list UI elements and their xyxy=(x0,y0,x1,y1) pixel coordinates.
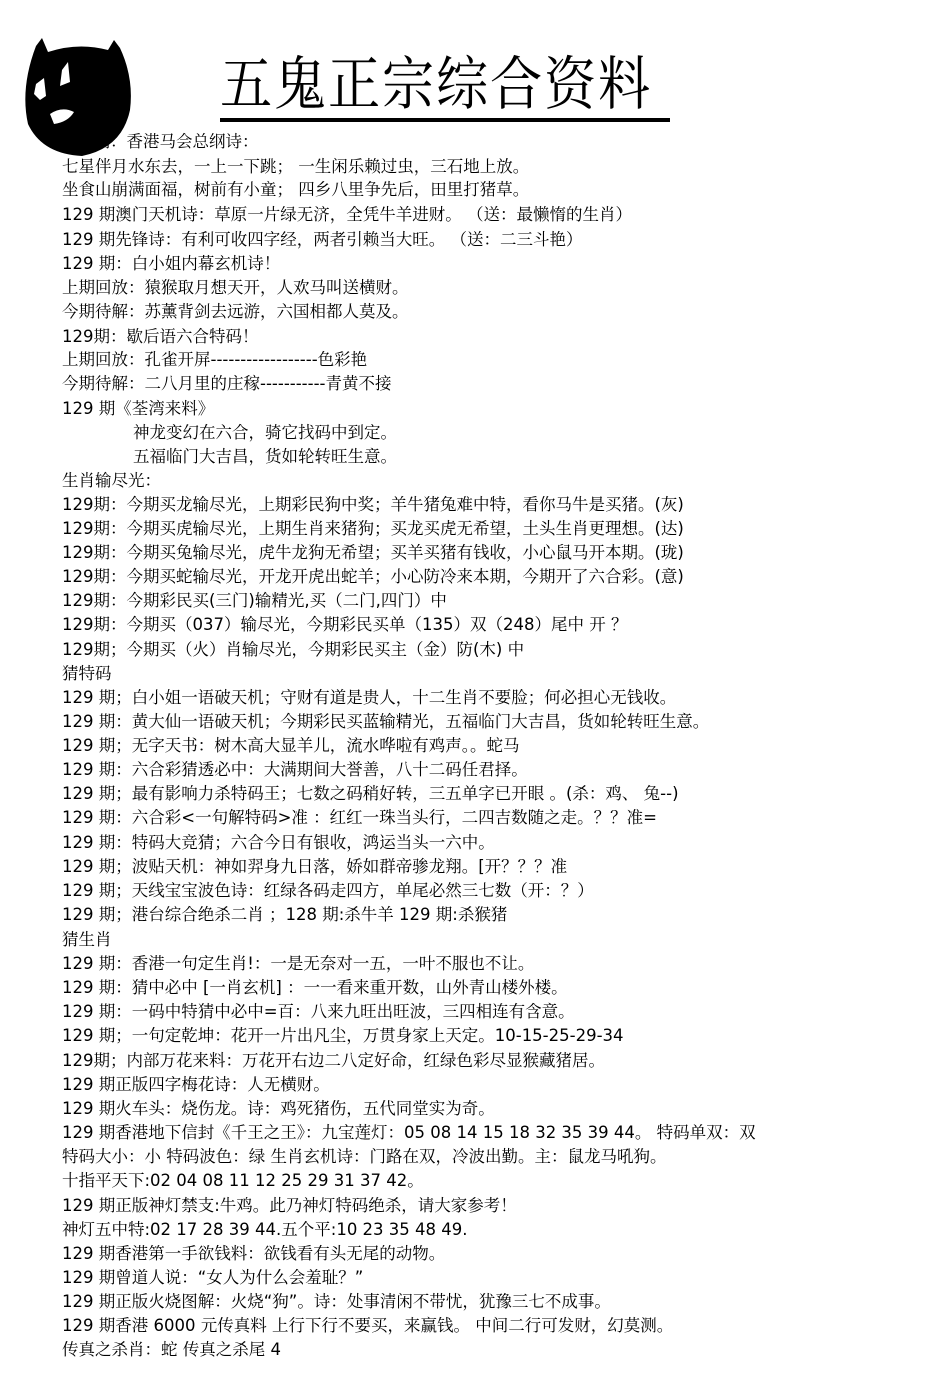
text-line: 129 期：特码大竞猜；六合今日有银收，鸿运当头一六中。 xyxy=(62,833,495,852)
text-line: 129 期：白小姐内幕玄机诗！ xyxy=(62,254,281,273)
text-line: 129期：香港马会总纲诗： xyxy=(62,132,259,151)
text-line: 129 期曾道人说：“女人为什么会羞耻？” xyxy=(62,1268,364,1287)
text-line: 五福临门大吉昌，货如轮转旺生意。 xyxy=(133,447,397,466)
text-line: 129 期；无字天书：树木高大显羊儿，流水哗啦有鸡声。。蛇马 xyxy=(62,736,520,755)
text-line: 特码大小：小 特码波色：绿 生肖玄机诗：门路在双，冷波出勤。主：鼠龙马吼狗。 xyxy=(62,1147,667,1166)
text-line: 129 期火车头：烧伤龙。诗：鸡死猪伤，五代同堂实为奇。 xyxy=(62,1099,495,1118)
text-line: 129 期：六合彩<一句解特码>准 ：红红一珠当头行，二四吉数随之走。？？准= xyxy=(62,808,657,827)
text-line: 129 期正版四字梅花诗：人无横财。 xyxy=(62,1075,330,1094)
text-line: 129 期《荃湾来料》 xyxy=(62,399,215,418)
text-line: 129 期；最有影响力杀特码王；七数之码稍好转，三五单字已开眼 。(杀：鸡、 兔--) xyxy=(62,784,679,803)
text-line: 129 期；港台综合绝杀二肖 ；128 期:杀牛羊 129 期:杀猴猪 xyxy=(62,905,508,924)
text-line: 129 期；天线宝宝波色诗：红绿各码走四方，单尾必然三七数（开：？） xyxy=(62,881,594,900)
text-line: 猜生肖 xyxy=(62,930,112,949)
page-title: 五鬼正宗综合资料 xyxy=(220,52,670,122)
text-line: 传真之杀肖：蛇 传真之杀尾 4 xyxy=(62,1340,281,1359)
text-line: 129 期；波贴天机：神如羿身九日落，娇如群帝骖龙翔。[开？？？准 xyxy=(62,857,568,876)
text-line: 129 期：黄大仙一语破天机；今期彩民买蓝输精光，五福临门大吉昌，货如轮转旺生意。 xyxy=(62,712,710,731)
text-line: 129 期；白小姐一语破天机；守财有道是贵人，十二生肖不要脸；何必担心无钱收。 xyxy=(62,688,677,707)
text-line: 129期：歇后语六合特码！ xyxy=(62,327,259,346)
text-line: 生肖输尽光： xyxy=(62,471,161,490)
text-line: 上期回放：孔雀开屏------------------色彩艳 xyxy=(62,350,368,369)
text-line: 129 期香港 6000 元传真料 上行下行不要买，来赢钱。 中间二行可发财，幻莫测。 xyxy=(62,1316,674,1335)
text-line: 神灯五中特:02 17 28 39 44.五个平:10 23 35 48 49. xyxy=(62,1220,468,1239)
text-line: 129 期；一句定乾坤：花开一片出凡尘，万贯身家上天定。10-15-25-29-34 xyxy=(62,1026,624,1045)
text-line: 猜特码 xyxy=(62,664,112,683)
text-line: 七星伴月水东去，一上一下跳； 一生闲乐赖过虫，三石地上放。 xyxy=(62,157,530,176)
text-line: 上期回放：猿猴取月想天开，人欢马叫送横财。 xyxy=(62,278,409,297)
text-line: 坐食山崩满面福，树前有小童； 四乡八里争先后，田里打猪草。 xyxy=(62,180,530,199)
text-line: 129期：今期买龙输尽光，上期彩民狗中奖；羊牛猪兔难中特，看你马牛是买猪。(灰) xyxy=(62,495,684,514)
text-line: 129期：今期买兔输尽光，虎牛龙狗无希望；买羊买猪有钱收，小心鼠马开本期。(珑) xyxy=(62,543,684,562)
text-line: 129 期：猜中必中 [一肖玄机] ：一一看来重开数，山外青山楼外楼。 xyxy=(62,978,568,997)
text-line: 129期：今期买（037）输尽光，今期彩民买单（135）双（248）尾中 开 ？ xyxy=(62,615,628,634)
text-line: 今期待解：苏薰背剑去远游，六国相都人莫及。 xyxy=(62,302,409,321)
text-line: 129 期澳门天机诗：草原一片绿无济，全凭牛羊进财。 （送：最懒惰的生肖） xyxy=(62,205,632,224)
text-line: 129 期正版火烧图解：火烧“狗”。诗：处事清闲不带忧，犹豫三七不成事。 xyxy=(62,1292,611,1311)
text-line: 129 期香港地下信封《千王之王》：九宝莲灯：05 08 14 15 18 32 35 39 44。 特码单双：双 xyxy=(62,1123,756,1142)
text-line: 今期待解：二八月里的庄稼-----------青黄不接 xyxy=(62,374,392,393)
text-line: 129 期正版神灯禁支:牛鸡。此乃神灯特码绝杀，请大家参考！ xyxy=(62,1196,517,1215)
text-line: 129 期：香港一句定生肖!：一是无奈对一五，一叶不服也不让。 xyxy=(62,954,535,973)
text-line: 129 期香港第一手欲钱料：欲钱看有头无尾的动物。 xyxy=(62,1244,446,1263)
text-line: 神龙变幻在六合，骑它找码中到定。 xyxy=(133,423,397,442)
text-line: 129期；今期买（火）肖输尽光，今期彩民买主（金）防(木) 中 xyxy=(62,640,525,659)
text-line: 十指平天下:02 04 08 11 12 25 29 31 37 42。 xyxy=(62,1171,424,1190)
text-line: 129期：今期彩民买(三门)输精光,买（二门,四门）中 xyxy=(62,591,447,610)
text-line: 129 期：六合彩猜透必中：大满期间大誉善，八十二码任君择。 xyxy=(62,760,528,779)
text-line: 129期：今期买蛇输尽光，开龙开虎出蛇羊；小心防冷来本期，今期开了六合彩。(意) xyxy=(62,567,684,586)
text-line: 129期：今期买虎输尽光，上期生肖来猪狗；买龙买虎无希望，土头生肖更理想。(达) xyxy=(62,519,684,538)
text-line: 129 期：一码中特猜中必中=百：八来九旺出旺波，三四相连有含意。 xyxy=(62,1002,575,1021)
text-line: 129 期先锋诗：有利可收四字经，两者引赖当大旺。 （送：二三斗艳） xyxy=(62,230,583,249)
text-line: 129期；内部万花来料：万花开右边二八定好命，红绿色彩尽显猴藏猪居。 xyxy=(62,1051,605,1070)
